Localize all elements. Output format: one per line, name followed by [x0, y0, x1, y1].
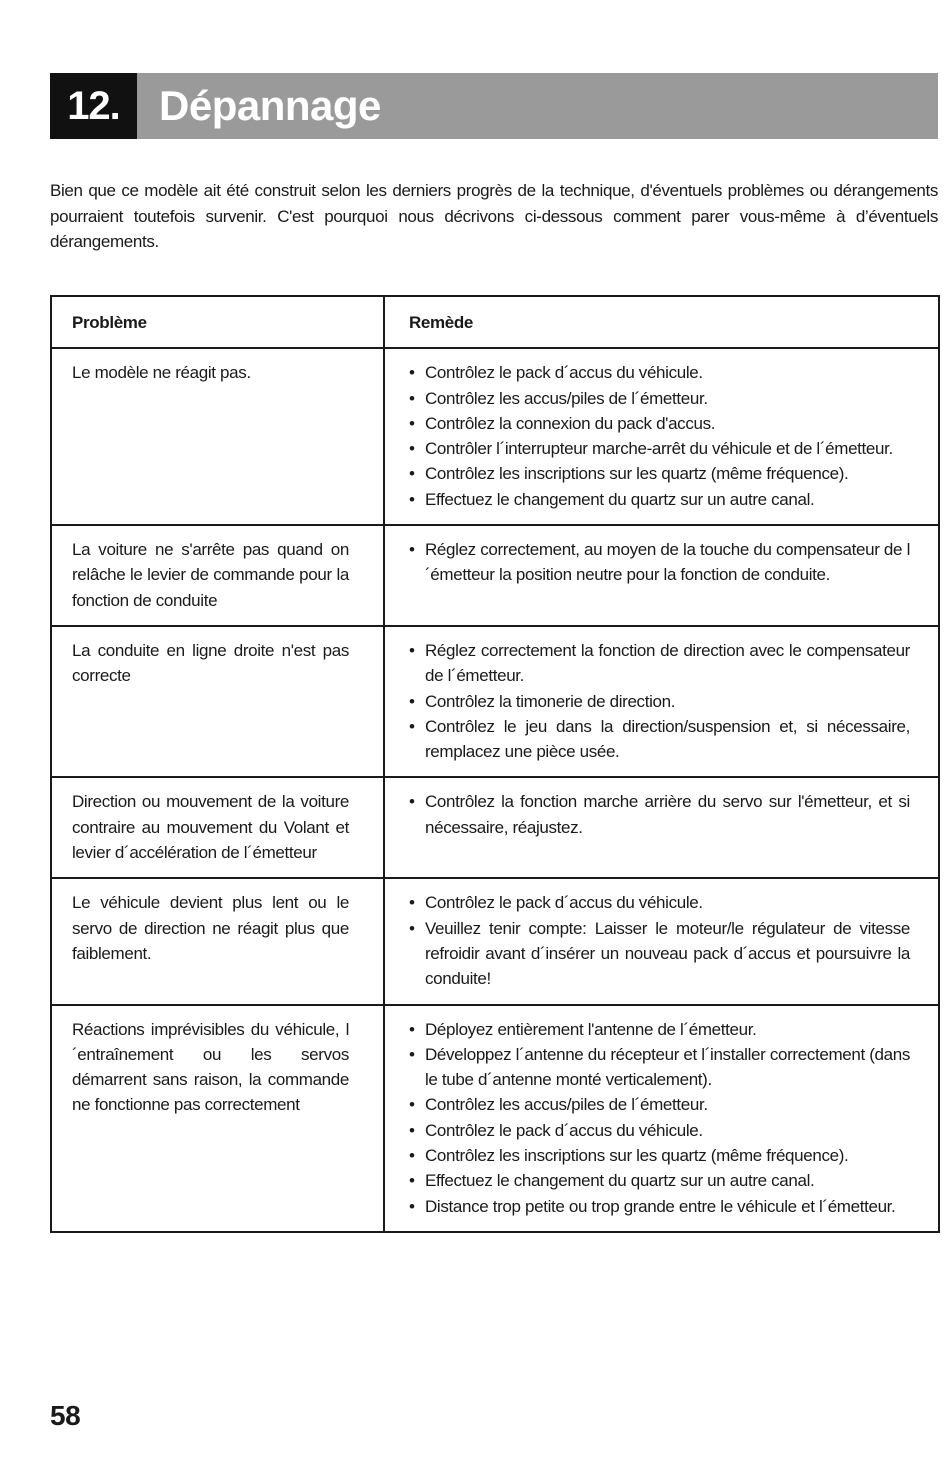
section-title: Dépannage — [159, 82, 381, 129]
intro-paragraph: Bien que ce modèle ait été construit selon les derniers progrès de la technique, d'éventuels problèmes ou dérangements pourraient toutefois survenir. C'est pourquoi nous décrivons ci-dessous comment parer vous-même à d’éventuels dérangements. — [50, 181, 938, 251]
section-header — [50, 73, 938, 139]
remedy-item: • Réglez correctement, au moyen de la touche du compensateur de l´émetteur la position neutre pour la fonction de conduite. — [409, 537, 910, 588]
remedy-list — [409, 638, 910, 764]
problem-cell: Direction ou mouvement de la voiture contraire au mouvement du Volant et levier d´accélération de l´émetteur — [51, 777, 384, 878]
remedy-item: • Contrôlez la fonction marche arrière du servo sur l'émetteur, et si nécessaire, réajustez. — [409, 789, 910, 840]
remedy-item: • Contrôlez les accus/piles de l´émetteur. — [409, 1092, 910, 1117]
remedy-cell — [384, 1005, 939, 1232]
remedy-item: • Déployez entièrement l'antenne de l´émetteur. — [409, 1017, 910, 1042]
remedy-item: • Effectuez le changement du quartz sur un autre canal. — [409, 1168, 910, 1193]
remedy-list — [409, 789, 910, 840]
section-number: 12. — [50, 73, 137, 139]
remedy-list — [409, 890, 910, 991]
table-row — [51, 525, 939, 626]
remedy-cell — [384, 525, 939, 626]
column-header-remedy: Remède — [384, 296, 939, 348]
remedy-list — [409, 360, 910, 512]
remedy-list — [409, 1017, 910, 1219]
remedy-item: • Développez l´antenne du récepteur et l´installer correctement (dans le tube d´antenne monté verticalement). — [409, 1042, 910, 1093]
remedy-item: • Contrôlez le pack d´accus du véhicule. — [409, 1118, 910, 1143]
remedy-item: • Contrôlez la timonerie de direction. — [409, 689, 910, 714]
table-body — [51, 348, 939, 1232]
problem-cell: La conduite en ligne droite n'est pas correcte — [51, 626, 384, 777]
problem-cell: La voiture ne s'arrête pas quand on relâche le levier de commande pour la fonction de conduite — [51, 525, 384, 626]
page-number: 58 — [50, 1400, 81, 1431]
remedy-item: • Contrôlez les inscriptions sur les quartz (même fréquence). — [409, 1143, 910, 1168]
remedy-cell — [384, 777, 939, 878]
remedy-list — [409, 537, 910, 588]
problem-cell: Le véhicule devient plus lent ou le servo de direction ne réagit plus que faiblement. — [51, 878, 384, 1004]
troubleshooting-table — [50, 295, 940, 1233]
remedy-item: • Contrôlez le pack d´accus du véhicule. — [409, 360, 910, 385]
remedy-cell — [384, 348, 939, 525]
column-header-problem: Problème — [51, 296, 384, 348]
remedy-item: • Contrôler l´interrupteur marche-arrêt du véhicule et de l´émetteur. — [409, 436, 910, 461]
remedy-item: • Effectuez le changement du quartz sur un autre canal. — [409, 487, 910, 512]
table-row — [51, 626, 939, 777]
remedy-item: • Distance trop petite ou trop grande entre le véhicule et l´émetteur. — [409, 1194, 910, 1219]
remedy-cell — [384, 626, 939, 777]
remedy-item: • Contrôlez le jeu dans la direction/suspension et, si nécessaire, remplacez une pièce usée. — [409, 714, 910, 765]
remedy-item: • Contrôlez le pack d´accus du véhicule. — [409, 890, 910, 915]
table-row — [51, 878, 939, 1004]
remedy-item: • Contrôlez la connexion du pack d'accus. — [409, 411, 910, 436]
table-header-row — [51, 296, 939, 348]
remedy-cell — [384, 878, 939, 1004]
remedy-item: • Contrôlez les accus/piles de l´émetteur. — [409, 386, 910, 411]
table-row — [51, 1005, 939, 1232]
problem-cell: Le modèle ne réagit pas. — [51, 348, 384, 525]
table-row — [51, 348, 939, 525]
remedy-item: • Réglez correctement la fonction de direction avec le compensateur de l´émetteur. — [409, 638, 910, 689]
remedy-item: • Contrôlez les inscriptions sur les quartz (même fréquence). — [409, 461, 910, 486]
table-row — [51, 777, 939, 878]
remedy-item: • Veuillez tenir compte: Laisser le moteur/le régulateur de vitesse refroidir avant d´insérer un nouveau pack d´accus et poursuivre la conduite! — [409, 916, 910, 992]
problem-cell: Réactions imprévisibles du véhicule, l´entraînement ou les servos démarrent sans raison, la commande ne fonctionne pas correctement — [51, 1005, 384, 1232]
